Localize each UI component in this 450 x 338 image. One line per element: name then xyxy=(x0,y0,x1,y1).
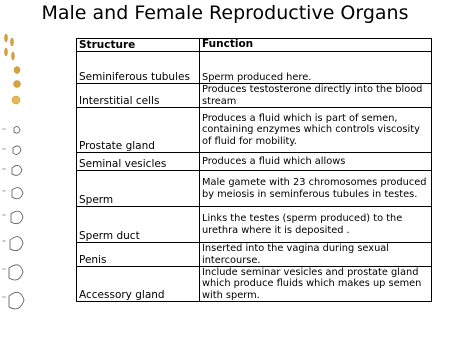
svg-text:45: 45 xyxy=(2,239,6,243)
structure-cell: Accessory gland xyxy=(77,267,200,302)
table-row xyxy=(77,171,432,207)
table-row xyxy=(77,207,432,243)
svg-text:35: 35 xyxy=(2,189,6,193)
function-cell: Produces a fluid which is part of semen, containing enzymes which controls viscosity of fluid for mobility. xyxy=(200,108,432,153)
table-row xyxy=(77,243,432,267)
structure-cell: Interstitial cells xyxy=(77,84,200,108)
structure-cell: Penis xyxy=(77,243,200,267)
svg-text:50: 50 xyxy=(2,267,6,271)
header-function: Function xyxy=(200,39,432,52)
function-cell: Include seminar vesicles and prostate gland which produce fluids which makes up semen with sperm. xyxy=(200,267,432,302)
structure-cell: Sperm xyxy=(77,171,200,207)
function-cell: Links the testes (sperm produced) to the urethra where it is deposited . xyxy=(200,207,432,243)
table-row xyxy=(77,52,432,84)
function-cell: Sperm produced here. xyxy=(200,52,432,84)
table-row xyxy=(77,153,432,171)
table-row xyxy=(77,84,432,108)
svg-text:25: 25 xyxy=(2,147,6,151)
function-cell: Produces a fluid which allows xyxy=(200,153,432,171)
table-row xyxy=(77,108,432,153)
page-title: Male and Female Reproductive Organs xyxy=(41,2,409,24)
structure-cell: Sperm duct xyxy=(77,207,200,243)
structure-cell: Prostate gland xyxy=(77,108,200,153)
structure-cell: Seminiferous tubules xyxy=(77,52,200,84)
svg-text:56: 56 xyxy=(2,295,6,299)
structure-function-table xyxy=(76,38,432,302)
structure-cell: Seminal vesicles xyxy=(77,153,200,171)
svg-text:30: 30 xyxy=(2,167,6,171)
svg-text:20: 20 xyxy=(2,127,6,131)
function-cell: Produces testosterone directly into the blood stream xyxy=(200,84,432,108)
svg-text:40: 40 xyxy=(2,213,6,217)
table-header-row xyxy=(77,39,432,52)
table-row xyxy=(77,267,432,302)
header-structure: Structure xyxy=(77,39,200,52)
embryo-development-strip-icon xyxy=(0,30,28,330)
function-cell: Inserted into the vagina during sexual intercourse. xyxy=(200,243,432,267)
function-cell: Male gamete with 23 chromosomes produced by meiosis in seminferous tubules in testes. xyxy=(200,171,432,207)
